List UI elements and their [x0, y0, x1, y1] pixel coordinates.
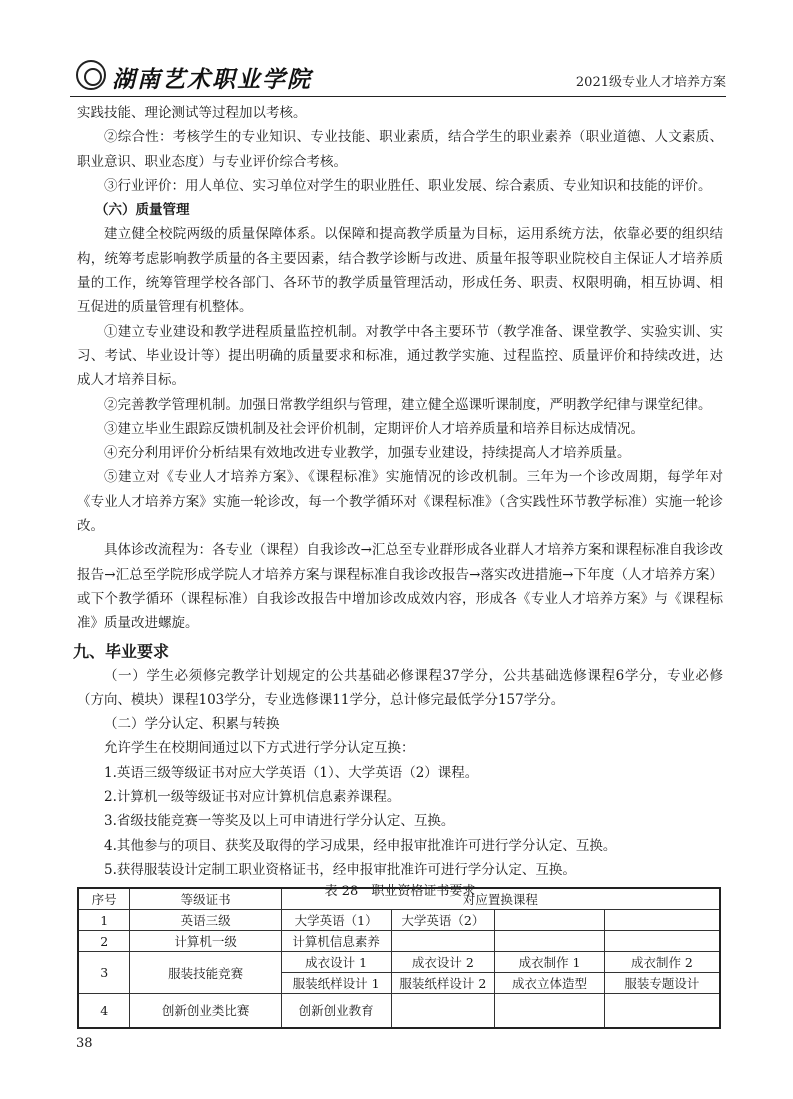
table-cell: 创新创业教育 — [281, 994, 391, 1028]
list-item: 1.英语三级等级证书对应大学英语（1）、大学英语（2）课程。 — [104, 764, 479, 781]
table-cell: 2 — [78, 931, 130, 952]
table-cell: 创新创业类比赛 — [130, 994, 281, 1028]
table-cell: 3 — [78, 952, 130, 994]
paragraph: 实践技能、理论测试等过程加以考核。 — [77, 105, 307, 121]
table-cell: 4 — [78, 994, 130, 1028]
table-cell: 成衣制作 1 — [495, 952, 605, 973]
table-cell: 计算机信息素养 — [281, 931, 391, 952]
subsection-heading: （六）质量管理 — [95, 202, 190, 219]
paragraph: （二）学分认定、积累与转换 — [104, 716, 280, 733]
paragraph: 具体诊改流程为：各专业（课程）自我诊改→汇总至专业群形成各业群人才培养方案和课程标准自我诊改报告→汇总至学院形成学院人才培养方案与课程标准自我诊改报告→落实改进措施→下年度（人才培养方案）或下个教学循环（课程标准）自我诊改报告中增加诊改成效内容，形成各《专业人才培养方案》与《课程标准》质量改进螺旋。 — [77, 542, 723, 632]
table-cell: 成衣立体造型 — [495, 973, 605, 994]
table-cell — [495, 931, 605, 952]
table-cell — [391, 994, 495, 1028]
table-cell: 成衣制作 2 — [604, 952, 720, 973]
paragraph: ④充分利用评价分析结果有效地改进专业教学，加强专业建设，持续提高人才培养质量。 — [104, 445, 631, 462]
page-body — [73, 101, 723, 902]
paragraph: 允许学生在校期间通过以下方式进行学分认定互换： — [104, 740, 415, 757]
table-cell — [604, 931, 720, 952]
school-seal-icon — [76, 60, 106, 90]
table-cell: 1 — [78, 910, 130, 931]
paragraph: （一）学生必须修完教学计划规定的公共基础必修课程37学分，公共基础选修课程6学分，专业必修（方向、模块）课程103学分，专业选修课11学分，总计修完最低学分157学分。 — [77, 667, 723, 708]
table-row — [78, 994, 720, 1028]
header-divider — [70, 96, 726, 97]
table-cell: 大学英语（1） — [281, 910, 391, 931]
table-cell: 服装技能竞赛 — [130, 952, 281, 994]
table-row — [78, 910, 720, 931]
table-cell: 英语三级 — [130, 910, 281, 931]
table-cell — [495, 994, 605, 1028]
school-logo: 湖南艺术职业学院 — [112, 66, 312, 93]
table-cell: 成衣设计 1 — [281, 952, 391, 973]
header-cell: 对应置换课程 — [281, 888, 720, 910]
list-item: 2.计算机一级等级证书对应计算机信息素养课程。 — [104, 789, 401, 806]
list-item: 4.其他参与的项目、获奖及取得的学习成果，经申报审批准许可进行学分认定、互换。 — [104, 837, 617, 854]
section-heading: 九、毕业要求 — [73, 641, 170, 661]
page-header — [70, 58, 726, 94]
table-row — [78, 952, 720, 973]
table-header-row — [78, 888, 720, 910]
paragraph: ③行业评价：用人单位、实习单位对学生的职业胜任、职业发展、综合素质、专业知识和技能的评价。 — [104, 177, 712, 194]
certificate-table — [77, 887, 721, 1029]
table-cell: 服装纸样设计 2 — [391, 973, 495, 994]
paragraph: ①建立专业建设和教学进程质量监控机制。对教学中各主要环节（教学准备、课堂教学、实验实训、实习、考试、毕业设计等）提出明确的质量要求和标准，通过教学实施、过程监控、质量评价和持续改进，达成人才培养目标。 — [77, 323, 723, 389]
header-cell: 序号 — [78, 888, 130, 910]
table-cell: 服装纸样设计 1 — [281, 973, 391, 994]
table-cell — [604, 910, 720, 931]
list-item: 5.获得服装设计定制工职业资格证书，经申报审批准许可进行学分认定、互换。 — [104, 861, 576, 878]
paragraph: ②综合性：考核学生的专业知识、专业技能、职业素质，结合学生的职业素养（职业道德、人文素质、职业意识、职业态度）与专业评价综合考核。 — [77, 129, 723, 170]
paragraph: 建立健全校院两级的质量保障体系。以保障和提高教学质量为目标，运用系统方法，依靠必要的组织结构，统筹考虑影响教学质量的各主要因素，结合教学诊断与改进、质量年报等职业院校自主保证人才培养质量的工作，统筹管理学校各部门、各环节的教学质量管理活动，形成任务、职责、权限明确，相互协调、相互促进的质量管理有机整体。 — [77, 226, 723, 316]
table-cell: 服装专题设计 — [604, 973, 720, 994]
table-cell — [495, 910, 605, 931]
page-number: 38 — [76, 1036, 93, 1051]
paragraph: ③建立毕业生跟踪反馈机制及社会评价机制，定期评价人才培养质量和培养目标达成情况。 — [104, 420, 644, 437]
table-cell — [604, 994, 720, 1028]
document-title: 2021级专业人才培养方案 — [575, 75, 726, 90]
paragraph: ②完善教学管理机制。加强日常教学组织与管理，建立健全巡课听课制度，严明教学纪律与课堂纪律。 — [104, 396, 712, 413]
table-cell — [391, 931, 495, 952]
table-cell: 计算机一级 — [130, 931, 281, 952]
paragraph: ⑤建立对《专业人才培养方案》、《课程标准》实施情况的诊改机制。三年为一个诊改周期，每学年对《专业人才培养方案》实施一轮诊改，每一个教学循环对《课程标准》（含实践性环节教学标准）实施一轮诊改。 — [77, 469, 723, 535]
list-item: 3.省级技能竞赛一等奖及以上可申请进行学分认定、互换。 — [104, 813, 455, 830]
table-cell: 成衣设计 2 — [391, 952, 495, 973]
header-cell: 等级证书 — [130, 888, 281, 910]
table-row — [78, 931, 720, 952]
table-cell: 大学英语（2） — [391, 910, 495, 931]
table-caption: 表 28 职业资格证书要求 — [324, 884, 476, 900]
